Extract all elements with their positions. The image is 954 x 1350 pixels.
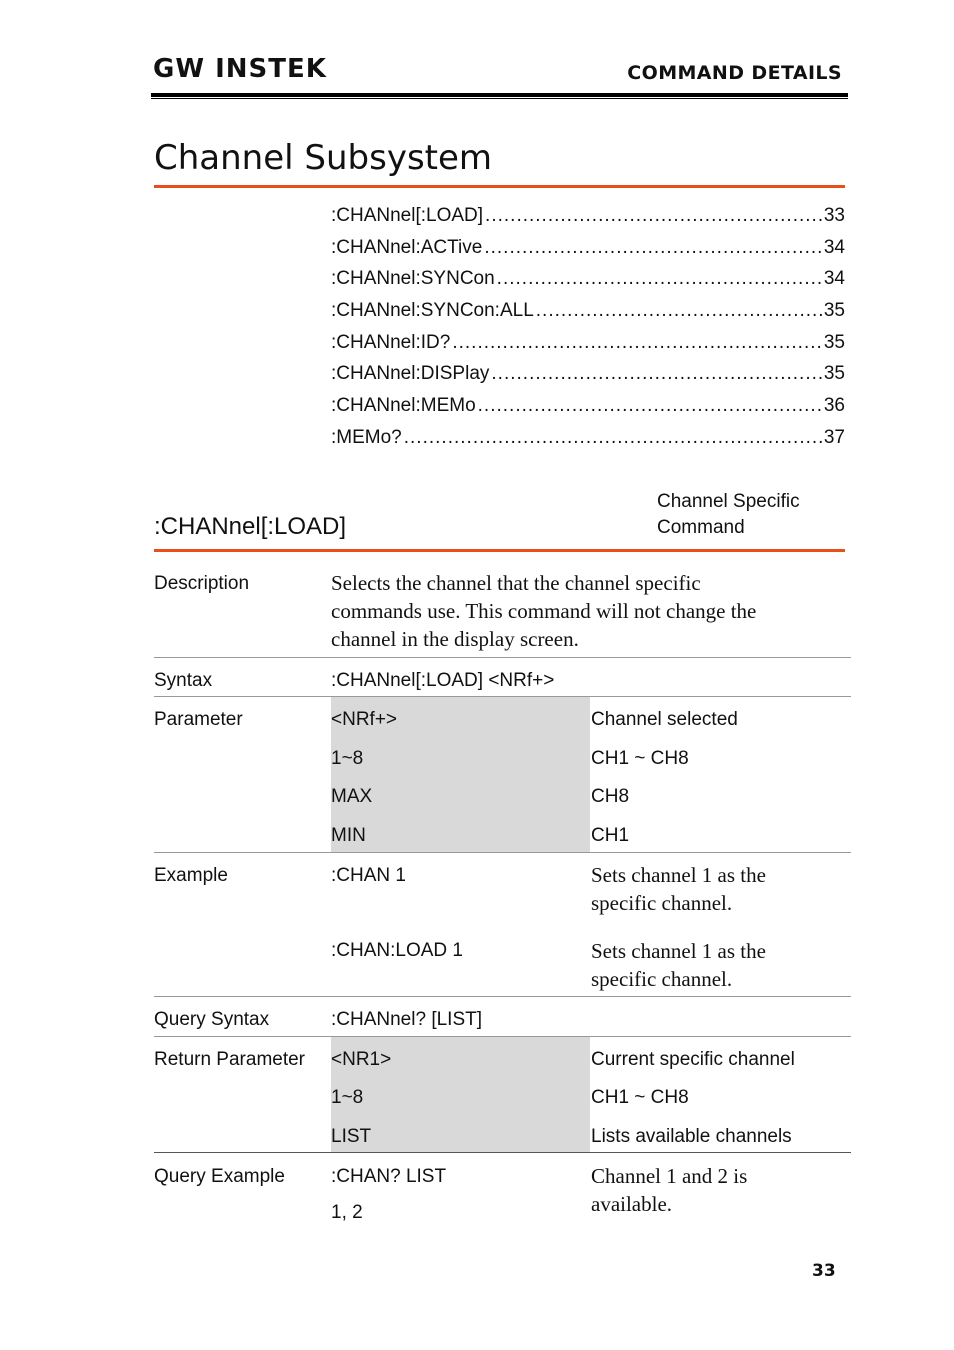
parameter-meaning: Channel selected — [591, 709, 738, 730]
return-parameter-value: <NR1> — [331, 1049, 392, 1070]
example-command: :CHAN 1 — [331, 865, 406, 886]
query-syntax-value: :CHANnel? [LIST] — [331, 1009, 482, 1030]
return-parameter-value: 1~8 — [331, 1087, 364, 1108]
example-command: :CHAN:LOAD 1 — [331, 940, 463, 961]
example-desc-line: Sets channel 1 as the — [591, 863, 766, 887]
command-heading: :CHANnel[:LOAD] — [154, 513, 347, 540]
page-number: 33 — [812, 1261, 836, 1281]
example-desc-line: Sets channel 1 as the — [591, 939, 766, 963]
parameter-meaning: CH1 — [591, 825, 630, 846]
parameter-meaning: CH8 — [591, 786, 630, 807]
title-rule — [154, 185, 845, 188]
query-example-label: Query Example — [154, 1166, 285, 1187]
row-divider — [154, 852, 851, 853]
description-line: commands use. This command will not change the — [331, 599, 757, 623]
toc-item[interactable]: :CHANnel:ACTive ..... 34 — [331, 232, 845, 264]
toc-item[interactable]: :CHANnel:MEMo ..... 36 — [331, 390, 845, 422]
example-label: Example — [154, 865, 228, 886]
parameter-value: <NRf+> — [331, 709, 398, 730]
return-parameter-label: Return Parameter — [154, 1049, 306, 1070]
parameter-label: Parameter — [154, 709, 243, 730]
toc-item[interactable]: :CHANnel:DISPlay ..... 35 — [331, 358, 845, 390]
query-example-desc-line: available. — [591, 1192, 673, 1216]
brand-logo: GW INSTEK — [153, 54, 327, 84]
example-desc-line: specific channel. — [591, 967, 733, 991]
toc-item[interactable]: :CHANnel:SYNCon ..... 34 — [331, 263, 845, 295]
query-example-response: 1, 2 — [331, 1202, 363, 1223]
toc-item[interactable]: :CHANnel:ID? ..... 35 — [331, 327, 845, 359]
toc-item[interactable]: :CHANnel[:LOAD] ..... 33 — [331, 200, 845, 232]
query-example-command: :CHAN? LIST — [331, 1166, 447, 1187]
return-parameter-meaning: Current specific channel — [591, 1049, 795, 1070]
toc-item[interactable]: :MEMo? ..... 37 — [331, 422, 845, 454]
header-rule — [151, 93, 848, 97]
page-title: Channel Subsystem — [154, 138, 493, 178]
description-line: channel in the display screen. — [331, 627, 579, 651]
command-rule — [154, 549, 845, 552]
return-parameter-value: LIST — [331, 1126, 372, 1147]
query-syntax-label: Query Syntax — [154, 1009, 270, 1030]
description-line: Selects the channel that the channel specific — [331, 571, 701, 595]
parameter-value: 1~8 — [331, 748, 364, 769]
syntax-value: :CHANnel[:LOAD] <NRf+> — [331, 670, 555, 691]
parameter-meaning: CH1 ~ CH8 — [591, 748, 689, 769]
syntax-label: Syntax — [154, 670, 213, 691]
command-type — [657, 489, 800, 541]
row-divider — [154, 996, 851, 997]
example-desc-line: specific channel. — [591, 891, 733, 915]
row-divider — [154, 657, 851, 658]
return-parameter-meaning: CH1 ~ CH8 — [591, 1087, 689, 1108]
parameter-value: MAX — [331, 786, 373, 807]
description-label: Description — [154, 573, 250, 594]
toc-item[interactable]: :CHANnel:SYNCon:ALL ..... 35 — [331, 295, 845, 327]
parameter-value: MIN — [331, 825, 366, 846]
section-label: COMMAND DETAILS — [627, 62, 842, 84]
return-parameter-meaning: Lists available channels — [591, 1126, 792, 1147]
command-type-line: Command — [657, 517, 745, 538]
table-of-contents — [331, 200, 845, 454]
header-rule-thin — [151, 98, 848, 99]
query-example-desc-line: Channel 1 and 2 is — [591, 1164, 748, 1188]
row-divider — [154, 1152, 851, 1153]
command-type-line: Channel Specific — [657, 491, 800, 512]
